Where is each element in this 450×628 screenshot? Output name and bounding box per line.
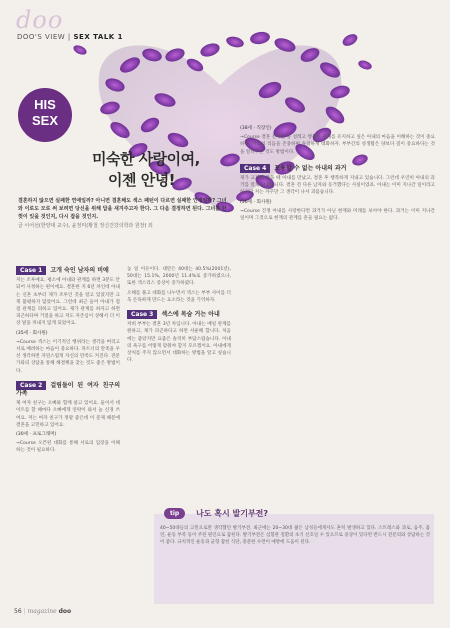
case3-label: Case 3 <box>127 310 157 319</box>
case1-course: →Course 섹스는 이기적인 행위라는 생각을 버리고 서로 배려하는 마음이 중요하다. 파트너의 만족을 우선 생각하면 자연스럽게 자신의 만족도 커진다. 전문가와의 상담을 통해 해결책을 찾는 것도 좋은 방법이다. <box>16 339 120 374</box>
his-sex-badge <box>18 88 72 142</box>
page-footer: 56 | magazine doo <box>14 608 72 615</box>
case4-course: →Course 진정 아내를 사랑한다면 과거가 아닌 현재와 미래를 보아야 한다. 과거는 이미 지나간 일이며 그것으로 현재의 관계를 흔들 필요는 없다. <box>240 208 435 222</box>
case3-title: 섹스에 목숨 거는 아내 <box>161 311 220 319</box>
case4-label: Case 4 <box>240 164 270 173</box>
tip-body: 40~50대들의 고민으로만 생각했던 발기부전. 최근에는 20~30대 젊은 남성들에게서도 흔히 발생하고 있다. 스트레스와 과로, 음주, 흡연, 운동 부족 등이 주된 원인으로 꼽힌다. 발기부전은 심혈관 질환의 초기 신호일 수 있으므로 증상이 있다면 반드시 전문의와 상담하는 것이 좋다. 규칙적인 운동과 균형 잡힌 식단, 충분한 수면이 예방에 도움이 된다. <box>160 526 430 545</box>
case2-title: 걸림돌이 된 여자 친구의 가족 <box>16 381 120 398</box>
mid-text: 오해를 풀고 대화를 나누면서 섹스는 부부 사이를 더욱 돈독하게 만드는 요소라는 것을 기억하자. <box>127 290 231 303</box>
mid-stat: 높 일 이유이다. 대만은 40대는 40.5%(2001년), 50대는 15.1%, 2000년 11.4%로 증가하였으나, 또한 섹스리스 증상이 증가하였다. <box>127 267 231 287</box>
case2-label: Case 2 <box>16 381 46 390</box>
section-label: DOO'S VIEW | SEX TALK 1 <box>17 33 124 41</box>
case2-quote: (30세 · 프로그래머) <box>16 432 57 438</box>
section-name: DOO'S VIEW <box>17 33 66 41</box>
case3-quote: (38세 · 직장인) <box>240 126 272 131</box>
lead-source: 글 이어선(한양대 교수), 윤정미(황철 정신건강의학과 원장) 외 <box>18 223 153 229</box>
case1-body: 저는 조루예요. 평소에 아내와 관계를 하면 3분도 안 되어 사정하는 편이에요. 결혼한 지 6년 차인데 아내는 신혼 초부터 제가 조루인 것을 알고 있었지만 크게 불평하지 않았어요. 그런데 최근 들어 아내가 점점 관계를 피하고 있어요. 제가 관계를 하자고 하면 피곤하다며 거절을 하고 저도 자존심이 상해서 더 이상 말을 꺼내지 않게 되었어요. <box>16 278 120 327</box>
page-number: 56 <box>14 608 22 615</box>
case1-title: 고개 숙인 남자의 비애 <box>50 267 109 274</box>
column-right <box>240 125 435 224</box>
tip-title: 나도 혹시 발기부전? <box>196 509 269 518</box>
footer-brand: doo <box>58 608 72 615</box>
article-title-line2: 이젠 안녕! <box>108 171 176 189</box>
header-logo: doo <box>16 6 64 34</box>
column-left <box>16 266 120 457</box>
section-sub: SEX TALK 1 <box>73 33 124 41</box>
case1-quote: (35세 · 회사원) <box>16 330 48 336</box>
tip-badge: tip <box>164 508 185 519</box>
case2-course: →Course 오픈된 대화를 통해 서로의 입장을 이해하는 것이 필요하다. <box>16 441 120 454</box>
case2-body: 제 여자 친구는 오빠와 함께 살고 있어요. 둘이서 데이트를 할 때마다 오빠에게 연락이 와서 늘 신경 쓰여요. 저는 여자 친구가 정말 좋은데 이 문제 때문에 결혼을 고민하고 있어요. <box>16 401 120 428</box>
case4-body: 제가 교제해 왔을 때 아내를 만났고, 결혼 후 행복하게 지내고 있습니다. 그런데 우연히 아내의 과거를 알게 되었습니다. 결혼 전 다른 남자와 동거했다는 사실이었죠. 아내는 이미 지나간 일이라고 하지만 저는 자꾸만 그 생각이 나서 괴롭습니다. <box>240 176 435 196</box>
article-title-line1: 미숙한 사랑이여, <box>92 150 200 168</box>
case3-course: →Course 결혼 전처럼 늘 설레고 행복한 관계를 유지하고 싶은 아내의 마음을 이해하는 것이 중요하다. 서로의 리듬을 존중하며 솔직하게 대화하자. 부부간의 성생활은 양보다 질이 중요하다는 것을 알려주는 것도 방법이다. <box>240 135 435 155</box>
badge-line2: SEX <box>31 113 58 128</box>
lead-text: 결혼하지 않으면 실패한 연애일까? 아니면 결혼해도 섹스 패턴이 다르면 실패한 인생일까? 그녀와 이로도 모로 써 보려면 당신을 위해 답을 새겨주고자 한다. 그 다음 결정하면 된다. 그녀를 한껏이 잊을 것인지, 다시 잡을 것인지. <box>18 198 227 220</box>
badge-line1: HIS <box>34 97 56 112</box>
column-middle <box>127 266 231 366</box>
case4-quote: (36세 · 회사원) <box>240 199 272 205</box>
article-lead <box>18 197 228 230</box>
case1-label: Case 1 <box>16 266 46 275</box>
footer-mag: magazine <box>27 608 57 615</box>
case3-body: 저희 부부는 결혼 3년 차입니다. 아내는 매일 관계를 원하고, 제가 피곤하다고 하면 서운해 합니다. 처음에는 좋았지만 요즘은 솔직히 부담스럽습니다. 아내의 욕구를 어떻게 맞춰야 할지 모르겠어요. 아내에게 상처를 주지 않으면서 대화하는 방법을 알고 싶습니다. <box>127 322 231 364</box>
case4-title: 포용할 수 없는 아내의 과거 <box>274 164 347 172</box>
